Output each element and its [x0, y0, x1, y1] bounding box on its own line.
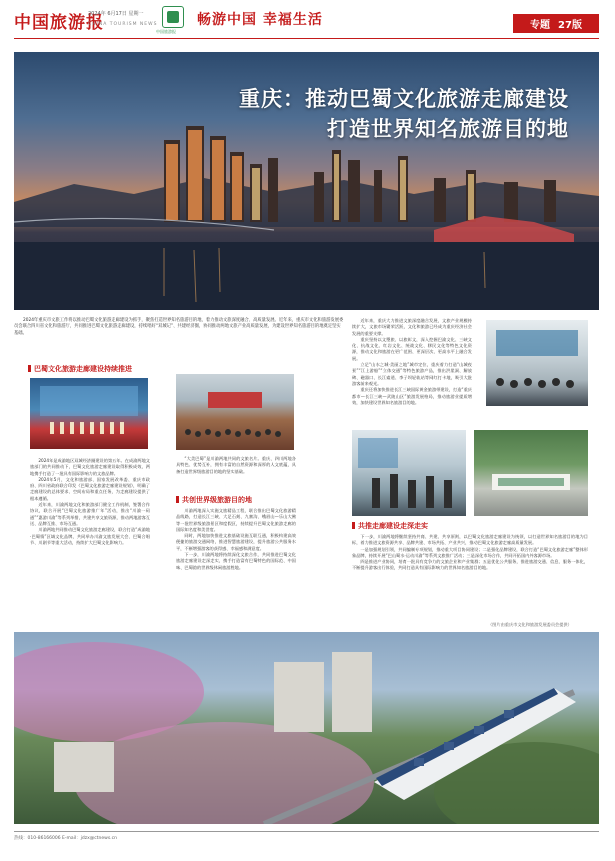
s1-paragraph-3: 近年来，川渝两地文化和旅游部门健全工作机制，签署合作协议，联合开展“巴蜀文化旅游推广年”活动，推出“川渝一码通”“惠游川渝”等系列举措，共建共享文旅资源，推动两地游客互送、品牌互推、市场互通。: [30, 502, 150, 526]
slogan: 畅游中国 幸福生活: [197, 12, 323, 28]
footer-contact: 热线：010-86166006 E-mail：jdzx@ctnews.cn: [14, 836, 117, 841]
s2-paragraph-2: 川渝两地深入实施文旅精品工程，联合推出巴蜀文化旅游精品线路，打造长江三峡、大足石刻、九寨沟、峨眉山—乐山大佛等一批世界级旅游景区和度假区，持续提升巴蜀文化旅游走廊的国际知名度和美誉度。: [176, 508, 296, 532]
hero-title: [239, 84, 569, 144]
s3-paragraph-2: 重庆坚持以文塑旅、以旅彰文，深入挖掘巴渝文化、三峡文化、抗战文化、红岩文化、统战文化、移民文化等特色文化资源，推动文化和旅游在更广范围、更深层次、更高水平上融合发展。: [352, 336, 472, 361]
photo-scenic-sign: [474, 430, 588, 516]
page-number: 27版: [558, 20, 582, 31]
section-heading-4: 共推走廊建设走深走实: [352, 521, 428, 531]
masthead: [0, 0, 615, 42]
s1-paragraph-1: 2024年是成渝地区双城经济圈建设的第五年。在成渝两地文旅部门的共同推动下，巴蜀文化旅游走廊建设取得积极成效，两地携手打造了一批具有国际影响力的文旅品牌。: [30, 458, 150, 476]
column-section-2-lead: [176, 456, 296, 492]
newspaper-logo: 中国旅游报: [14, 13, 104, 33]
hero-title-line-1: 重庆：推动巴蜀文化旅游走廊建设: [239, 86, 569, 111]
seminar-illustration: [486, 320, 588, 406]
scenic-sign-illustration: [474, 430, 588, 516]
section-heading-1: 巴蜀文化旅游走廊建设持续推进: [28, 364, 132, 374]
booth-illustration: [352, 430, 466, 516]
photo-forum-stage: [30, 378, 148, 449]
s4-paragraph-3: 四是推进产业协同，培育一批具有竞争力的文旅企业和产业集群；五是优化公共服务，推进旅游交通、信息、服务一体化，不断提升游客出行体验，共同打造具有国际影响力的世界知名旅游目的地。: [352, 559, 588, 571]
s1-paragraph-2: 2024年5月，文化和旅游部、国家发展改革委、重庆市政府、四川省政府联合印发《巴蜀文化旅游走廊建设规划》，明确了走廊建设的总体要求、空间布局和重点任务，为走廊建设提供了根本遵循。: [30, 476, 150, 501]
monorail-illustration: [14, 632, 599, 824]
s4-paragraph-1: 下一步，川渝两地将继续坚持共商、共建、共享原则，以巴蜀文化旅游走廊建设为统领，以打造世界知名旅游目的地为目标，着力推进文旅资源共享、品牌共建、市场共拓、产业共兴，推动巴蜀文化旅游走廊高质量发展。: [352, 534, 588, 546]
column-section-4: [352, 534, 588, 620]
green-emblem-icon: [162, 6, 184, 28]
hero-title-line-2: 打造世界知名旅游目的地: [327, 116, 569, 141]
masthead-divider: [14, 38, 599, 39]
forum-stage-illustration: [30, 378, 148, 449]
s1-paragraph-4: 川渝两地共同推动巴蜀文化旅游走廊建设，联合打造“成渝地·巴蜀情”区域文化品牌，共同举办川渝文旅发展大会、巴蜀合唱节、川剧节等重大活动，持续扩大巴蜀文化影响力。: [30, 527, 150, 545]
s4-paragraph-2: 一是加强规划引领，共同编制专项规划，推动重大项目协同建设；二是强化品牌建设，联合打造“巴蜀文化旅游走廊”整体形象品牌，持续开展“巴山蜀水·运动川渝”等系列文旅推广活动；三是深化市场合作，共同开拓国内外客源市场。: [352, 546, 588, 558]
s2-paragraph-4: 下一步，川渝两地将持续深化文旅合作，共同推进巴蜀文化旅游走廊建设走深走实，携手打造富有巴蜀特色的国际范、中国味、巴蜀韵的世界级休闲旅游胜地。: [176, 552, 296, 570]
column-section-3: [352, 318, 472, 424]
english-name: CHINA TOURISM NEWS: [88, 22, 158, 27]
photo-monorail-blossoms: [14, 632, 599, 824]
photo-seminar-audience: [486, 320, 588, 406]
page-badge: [513, 14, 599, 33]
photo-visitors-booth: [352, 430, 466, 516]
section-label: 专题: [530, 20, 551, 31]
photo-conference-hall: [176, 374, 294, 450]
photo-credit: （图片由重庆市文化和旅游发展委员会提供）: [488, 622, 572, 627]
section-heading-2: 共创世界级旅游目的地: [176, 495, 252, 505]
emblem-label: 中国旅游报: [156, 29, 176, 34]
conference-hall-illustration: [176, 374, 294, 450]
s2-paragraph-1: “大美巴蜀”是川渝两地共同的文旅名片。重庆、四川两地各具特色、优势互补，拥有丰富的自然资源和深厚的人文底蕴，具备打造世界级旅游目的地的坚实基础。: [176, 456, 296, 474]
issue-date: 2024年 6月17日 星期一: [88, 11, 144, 17]
s3-paragraph-4: 重庆还将加快推进长江三峡国际黄金旅游带建设，打造“重庆都市—长江三峡—武陵山区”旅游发展格局，推动旅游业提质增效，加快建设世界知名旅游目的地。: [352, 387, 472, 405]
s3-paragraph-1: 近年来，重庆大力推进文旅深度融合发展，文旅产业规模持续扩大，文旅市场繁荣活跃，文化和旅游已经成为重庆经济社会发展的重要支撑。: [352, 318, 472, 336]
intro-paragraph: 2024年重庆市文旅工作将以推动巴蜀文化旅游走廊建设为抓手，聚焦打造世界知名旅游目的地，着力推动文旅深度融合、高质量发展。近年来，重庆市文化和旅游发展委员会联合四川省文化和旅游厅，共同推进巴蜀文化旅游走廊建设，持续唱好“双城记”、共建经济圈，协同推动两地文旅产业高质量发展，为建设世界知名旅游目的地奠定坚实基础。: [14, 318, 344, 336]
hero-photo-chongqing-skyline: [14, 52, 599, 310]
footer-divider: [14, 831, 599, 832]
s2-paragraph-3: 同时，两地加快推进文旅基础设施互联互通，积极构建高效便捷的旅游交通网络，推进智慧旅游建设，提升旅游公共服务水平，不断增强游客的获得感、幸福感和满意度。: [176, 533, 296, 551]
s3-paragraph-3: 立足“山水之城·美丽之地”城市定位，重庆着力打造“山城夜景”“江上游船”“立体交通”等特色旅游产品，推出洪崖洞、解放碑、磁器口、长江索道、李子坝轻轨站等网红打卡地，吸引大批游客前来观光。: [352, 362, 472, 386]
